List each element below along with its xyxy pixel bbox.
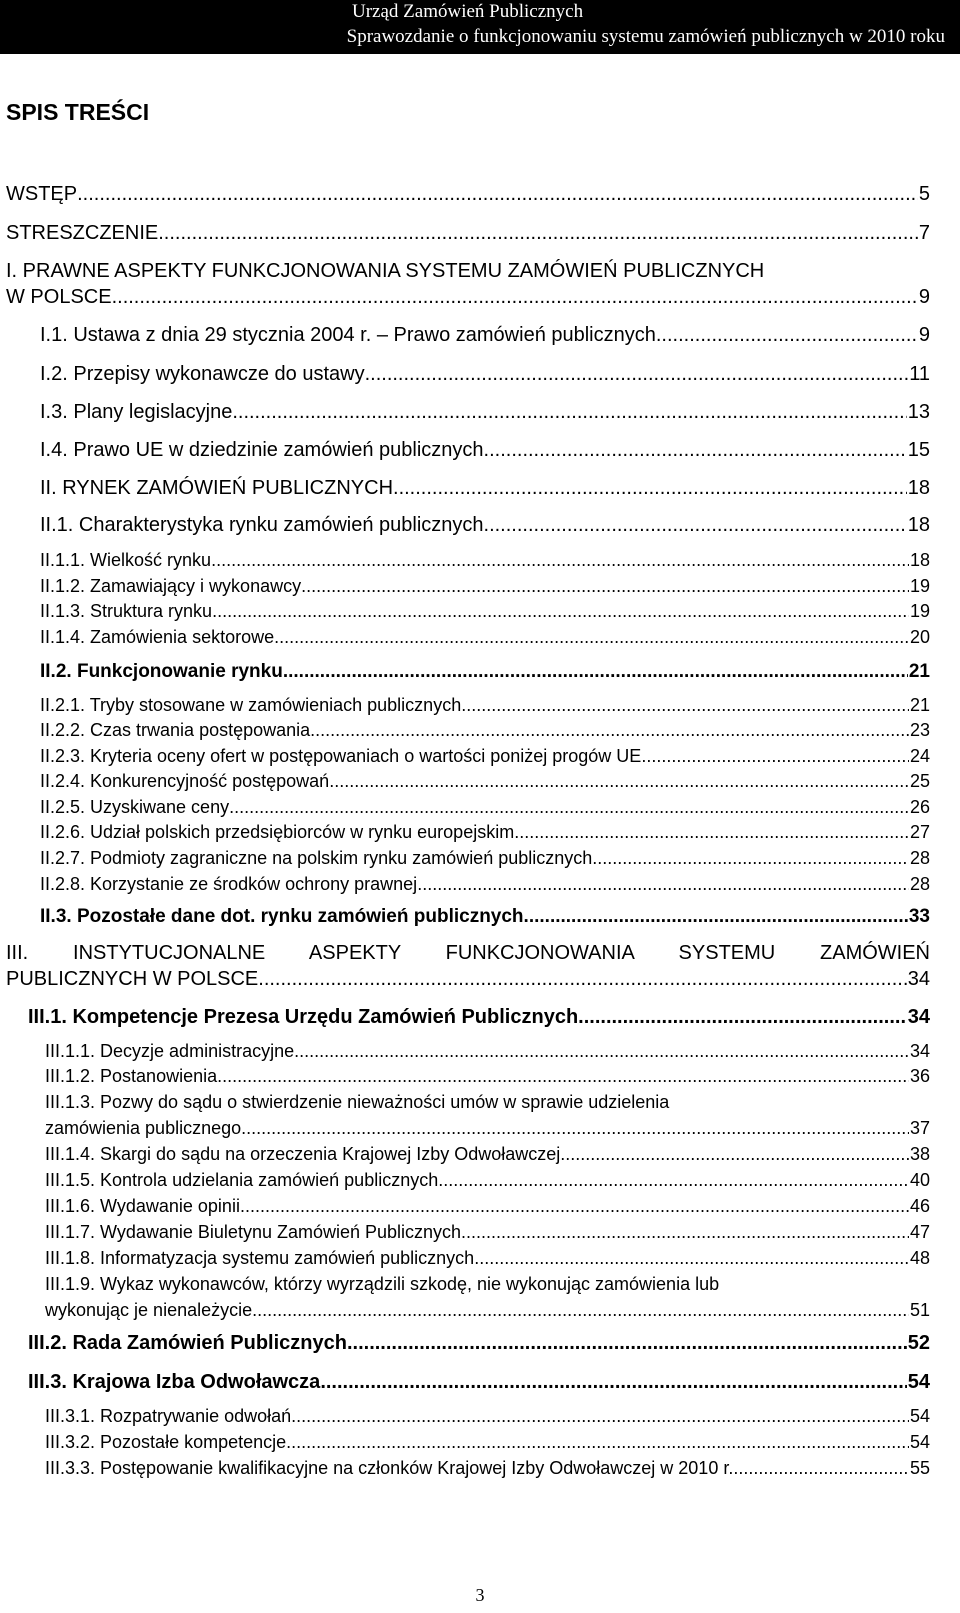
toc-entry[interactable] — [40, 574, 930, 598]
toc-page-number: 9 — [918, 324, 930, 346]
toc-entry-text: I.2. Przepisy wykonawcze do ustawy — [40, 363, 365, 385]
toc-page-number: 19 — [909, 576, 930, 596]
toc-entry-text: II.2.7. Podmioty zagraniczne na polskim rynku zamówień publicznych — [40, 848, 593, 868]
toc-page-number: 34 — [907, 968, 930, 990]
toc-entry-text-continued: W POLSCE — [6, 286, 112, 308]
toc-page-number: 18 — [909, 550, 930, 570]
toc-entry[interactable] — [40, 399, 930, 425]
toc-page-number: 9 — [918, 286, 930, 308]
toc-entry[interactable] — [45, 1142, 930, 1166]
dot-leader — [158, 220, 918, 246]
toc-entry-text: III.1.8. Informatyzacja systemu zamówień publicznych — [45, 1248, 475, 1268]
toc-entry[interactable] — [40, 769, 930, 793]
dot-leader — [291, 1404, 909, 1428]
dot-leader — [211, 548, 909, 572]
toc-entry-text: III.1.4. Skargi do sądu na orzeczenia Krajowej Izby Odwoławczej — [45, 1144, 561, 1164]
toc-entry-text: II.2.5. Uzyskiwane ceny — [40, 797, 230, 817]
dot-leader — [310, 718, 909, 742]
toc-entry[interactable] — [40, 548, 930, 572]
toc-page-number: 23 — [909, 720, 930, 740]
dot-leader — [484, 437, 907, 463]
toc-entry-text: III.1.2. Postanowienia — [45, 1066, 218, 1086]
dot-leader — [560, 1142, 909, 1166]
toc-entry[interactable] — [6, 181, 930, 207]
toc-page-number: 28 — [909, 874, 930, 894]
toc-page-number: 34 — [909, 1041, 930, 1061]
dot-leader — [301, 574, 909, 598]
toc-page-number: 54 — [907, 1371, 930, 1393]
toc-page-number: 47 — [909, 1222, 930, 1242]
toc-page-number: 27 — [909, 822, 930, 842]
dot-leader — [274, 625, 909, 649]
toc-entry-text-continued: PUBLICZNYCH W POLSCE — [6, 968, 259, 990]
toc-page-number: 40 — [909, 1170, 930, 1190]
toc-entry[interactable] — [40, 846, 930, 870]
toc-page-number: 26 — [909, 797, 930, 817]
toc-entry-text: II.1.4. Zamówienia sektorowe — [40, 627, 275, 647]
dot-leader — [258, 966, 906, 992]
toc-entry-text: WSTĘP — [6, 183, 78, 205]
dot-leader — [217, 1064, 909, 1088]
toc-page-number: 33 — [908, 906, 930, 927]
toc-entry[interactable] — [45, 1220, 930, 1244]
toc-page-number: 13 — [907, 401, 930, 423]
dot-leader — [365, 361, 909, 387]
toc-entry[interactable] — [6, 220, 930, 246]
toc-entry-text: II.1.2. Zamawiający i wykonawcy — [40, 576, 302, 596]
toc-entry[interactable] — [28, 1369, 930, 1395]
toc-entry-text: III.3.2. Pozostałe kompetencje — [45, 1432, 287, 1452]
toc-page-number: 7 — [918, 222, 930, 244]
toc-page-number: 51 — [909, 1300, 930, 1320]
toc-entry[interactable] — [40, 475, 930, 501]
dot-leader — [484, 512, 907, 538]
dot-leader — [656, 322, 918, 348]
toc-entry-text: II.2.1. Tryby stosowane w zamówieniach publicznych — [40, 695, 462, 715]
toc-page-number: 54 — [909, 1406, 930, 1426]
dot-leader — [320, 1369, 906, 1395]
toc-entry[interactable] — [45, 1430, 930, 1454]
toc-entry-text: I.3. Plany legislacyjne — [40, 401, 233, 423]
toc-entry[interactable] — [40, 744, 930, 768]
dot-leader — [641, 744, 909, 768]
toc-entry[interactable] — [40, 872, 930, 896]
toc-entry[interactable] — [40, 693, 930, 717]
toc-entry[interactable] — [45, 1246, 930, 1270]
toc-page-number: 37 — [909, 1118, 930, 1138]
toc-entry[interactable] — [40, 659, 930, 684]
toc-page-number: 54 — [909, 1432, 930, 1452]
toc-entry-text: III.1.7. Wydawanie Biuletynu Zamówień Publicznych — [45, 1222, 462, 1242]
toc-page-number: 20 — [909, 627, 930, 647]
toc-page-number: 24 — [909, 746, 930, 766]
toc-entry-text: III.1.5. Kontrola udzielania zamówień publicznych — [45, 1170, 439, 1190]
toc-entry[interactable] — [45, 1116, 930, 1140]
toc-page-number: 38 — [909, 1144, 930, 1164]
toc-page-number: 19 — [909, 601, 930, 621]
toc-page-number: 48 — [909, 1248, 930, 1268]
toc-entry[interactable] — [40, 718, 930, 742]
toc-title: SPIS TREŚCI — [6, 99, 150, 125]
dot-leader — [592, 846, 909, 870]
toc-entry-text: III.1.3. Pozwy do sądu o stwierdzenie nieważności umów w sprawie udzielenia — [45, 1092, 670, 1112]
toc-page-number: 5 — [918, 183, 930, 205]
toc-entry[interactable] — [45, 1404, 930, 1428]
toc-entry-text: STRESZCZENIE — [6, 222, 159, 244]
dot-leader — [347, 1330, 907, 1356]
toc-page-number: 25 — [909, 771, 930, 791]
toc-entry-text: III.3.1. Rozpatrywanie odwołań — [45, 1406, 292, 1426]
dot-leader — [524, 904, 908, 929]
toc-entry[interactable] — [40, 625, 930, 649]
toc-entry[interactable] — [28, 1004, 930, 1030]
toc-entry-text: II.1. Charakterystyka rynku zamówień publicznych — [40, 514, 484, 536]
dot-leader — [229, 795, 909, 819]
toc-entry-text-continued: zamówienia publicznego — [45, 1118, 242, 1138]
toc-entry[interactable] — [45, 1039, 930, 1063]
toc-page-number: 18 — [907, 477, 930, 499]
toc-entry[interactable] — [40, 361, 930, 387]
dot-leader — [514, 820, 909, 844]
toc-entry[interactable] — [45, 1168, 930, 1192]
toc-entry-text: II.1.3. Struktura rynku — [40, 601, 213, 621]
toc-entry-text: I. PRAWNE ASPEKTY FUNKCJONOWANIA SYSTEMU ZAMÓWIEŃ PUBLICZNYCH — [6, 260, 765, 282]
dot-leader — [294, 1039, 909, 1063]
toc-page-number: 55 — [909, 1458, 930, 1478]
toc-entry-text: III.1.6. Wydawanie opinii — [45, 1196, 240, 1216]
dot-leader — [112, 284, 918, 310]
dot-leader — [474, 1246, 909, 1270]
toc-entry-text: II.2.2. Czas trwania postępowania — [40, 720, 311, 740]
toc-entry-text: II.2.4. Konkurencyjność postępowań — [40, 771, 330, 791]
toc-entry-text: II.2.6. Udział polskich przedsiębiorców w rynku europejskim — [40, 822, 515, 842]
dot-leader — [232, 399, 906, 425]
dot-leader — [286, 1430, 909, 1454]
toc-entry[interactable] — [40, 904, 930, 929]
toc-entry-text: III. INSTYTUCJONALNE ASPEKTY FUNKCJONOWANIA SYSTEMU ZAMÓWIEŃ — [6, 942, 930, 964]
toc-entry-text: III.1.1. Decyzje administracyjne — [45, 1041, 295, 1061]
toc-entry[interactable] — [45, 1456, 930, 1480]
toc-entry-text: III.1.9. Wykaz wykonawców, którzy wyrządzili szkodę, nie wykonując zamówienia lub — [45, 1274, 720, 1294]
toc-page-number: 21 — [908, 661, 930, 682]
toc-page-number: 11 — [909, 363, 930, 385]
toc-entry-text: III.2. Rada Zamówień Publicznych — [28, 1332, 347, 1354]
toc-entry[interactable] — [40, 512, 930, 538]
dot-leader — [578, 1004, 907, 1030]
toc-entry-text: II. RYNEK ZAMÓWIEŃ PUBLICZNYCH — [40, 477, 394, 499]
dot-leader — [438, 1168, 909, 1192]
toc-entry[interactable] — [40, 820, 930, 844]
dot-leader — [283, 659, 908, 684]
dot-leader — [241, 1116, 909, 1140]
toc-page-number: 46 — [909, 1196, 930, 1216]
dot-leader — [240, 1194, 909, 1218]
toc-page-number: 18 — [907, 514, 930, 536]
toc-entry[interactable] — [40, 599, 930, 623]
toc-entry-text: II.2.3. Kryteria oceny ofert w postępowaniach o wartości poniżej progów UE — [40, 746, 642, 766]
dot-leader — [77, 181, 918, 207]
toc-entry-text: III.3. Krajowa Izba Odwoławcza — [28, 1371, 321, 1393]
dot-leader — [733, 1456, 909, 1480]
toc-entry-text: I.1. Ustawa z dnia 29 stycznia 2004 r. – Prawo zamówień publicznych — [40, 324, 656, 346]
toc-entry-text-continued: wykonując je nienależycie — [45, 1300, 253, 1320]
header-report-title: Sprawozdanie o funkcjonowaniu systemu zamówień publicznych w 2010 roku — [346, 26, 945, 47]
dot-leader — [252, 1298, 909, 1322]
dot-leader — [461, 693, 909, 717]
toc-entry[interactable] — [6, 966, 930, 992]
toc-entry[interactable] — [45, 1194, 930, 1218]
toc-entry[interactable] — [6, 284, 930, 310]
dot-leader — [212, 599, 909, 623]
toc-entry-text: II.1.1. Wielkość rynku — [40, 550, 212, 570]
toc-entry[interactable] — [40, 322, 930, 348]
toc-entry-text: III.3.3. Postępowanie kwalifikacyjne na członków Krajowej Izby Odwoławczej w 2010 r. — [45, 1458, 734, 1478]
toc-entry-text: III.1. Kompetencje Prezesa Urzędu Zamówień Publicznych — [28, 1006, 579, 1028]
toc-entry-text: II.2. Funkcjonowanie rynku — [40, 661, 283, 682]
page-number: 3 — [475, 1585, 485, 1605]
dot-leader — [417, 872, 909, 896]
toc-entry[interactable] — [45, 1298, 930, 1322]
toc-page-number: 21 — [909, 695, 930, 715]
toc-page-number: 15 — [907, 439, 930, 461]
dot-leader — [329, 769, 909, 793]
toc-entry[interactable] — [40, 437, 930, 463]
toc-entry-text: II.3. Pozostałe dane dot. rynku zamówień publicznych — [40, 906, 524, 927]
toc-entry[interactable] — [28, 1330, 930, 1356]
dot-leader — [461, 1220, 909, 1244]
dot-leader — [393, 475, 907, 501]
toc-page-number: 52 — [907, 1332, 930, 1354]
toc-page-number: 28 — [909, 848, 930, 868]
toc-entry[interactable] — [45, 1064, 930, 1088]
toc-page-number: 36 — [909, 1066, 930, 1086]
toc-entry-text: II.2.8. Korzystanie ze środków ochrony prawnej — [40, 874, 418, 894]
toc-entry-text: I.4. Prawo UE w dziedzinie zamówień publicznych — [40, 439, 484, 461]
toc-entry[interactable] — [40, 795, 930, 819]
toc-page-number: 34 — [907, 1006, 930, 1028]
header-institution: Urząd Zamówień Publicznych — [352, 1, 584, 22]
